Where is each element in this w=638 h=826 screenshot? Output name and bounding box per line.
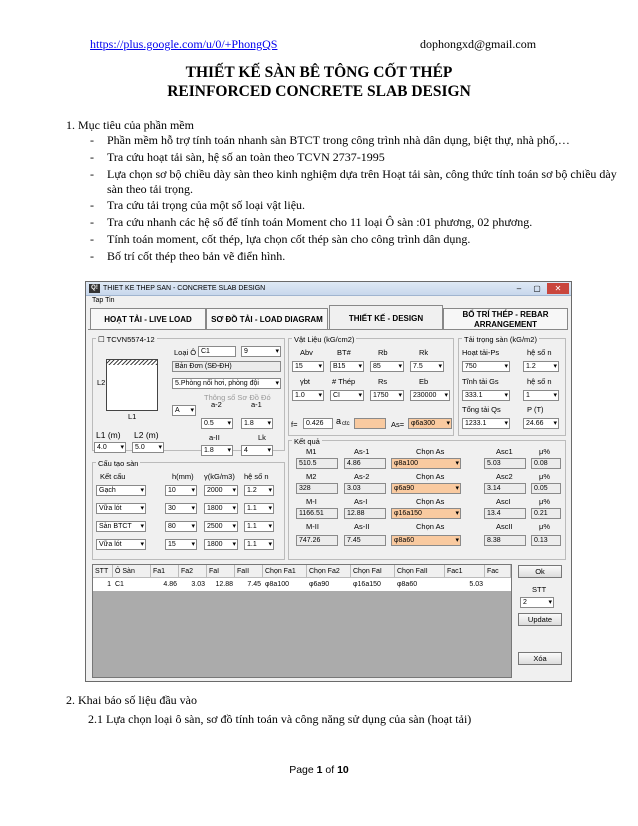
window-titlebar xyxy=(86,282,571,296)
grid-cell[interactable]: φ16a150 xyxy=(351,578,395,591)
layer-density-select[interactable]: 2500 ▾ xyxy=(204,521,238,532)
grid-cell[interactable]: 1 xyxy=(93,578,113,591)
res-header: M2 xyxy=(306,472,317,481)
slab-type-input[interactable]: C1 xyxy=(198,346,236,357)
email-address: dophongxd@gmail.com xyxy=(420,37,537,51)
lk-select[interactable]: 4 ▾ xyxy=(241,445,273,456)
diagram-l1-label: L1 xyxy=(128,412,137,421)
layer-density-select[interactable]: 1800 ▾ xyxy=(204,539,238,550)
res-value: 0.13 xyxy=(531,535,561,546)
layer-thickness-select[interactable]: 80 ▾ xyxy=(165,521,197,532)
grid-header[interactable]: Chọn Fa1 xyxy=(263,565,307,578)
mat-abv-label: Abv xyxy=(300,348,313,357)
res-value: 7.45 xyxy=(344,535,386,546)
mat-rb-label: Rb xyxy=(378,348,388,357)
tab-load-diagram[interactable]: SƠ ĐỒ TẢI - LOAD DIAGRAM xyxy=(206,308,328,329)
profile-link[interactable]: https://plus.google.com/u/0/+PhongQS xyxy=(90,37,278,51)
bullet-item: - Lựa chọn sơ bộ chiều dày sàn theo kinh nghiệm dựa trên Hoạt tải sàn, công thức tính toán sơ bộ chiều dày sàn theo tải trọng. xyxy=(90,167,617,196)
res-value: 8.38 xyxy=(484,535,526,546)
bullet-item: - Tra cứu tải trọng của một số loại vật liệu. xyxy=(90,198,306,212)
res-choose-as-select[interactable]: φ8a60 ▾ xyxy=(391,535,461,546)
live-load-select[interactable]: 750 ▾ xyxy=(462,361,510,372)
res-header: μ% xyxy=(539,447,550,456)
tab-design[interactable]: THIẾT KẾ - DESIGN xyxy=(329,305,443,330)
mat-eb-select[interactable]: 230000 ▾ xyxy=(410,390,450,401)
res-header: Asc2 xyxy=(496,472,513,481)
layer-factor-select[interactable]: 1.1 ▾ xyxy=(244,539,274,550)
update-button[interactable]: Update xyxy=(518,613,562,626)
grid-cell[interactable]: 12.88 xyxy=(207,578,235,591)
results-grid[interactable] xyxy=(92,564,512,678)
grid-cell[interactable]: 5.03 xyxy=(445,578,485,591)
tab-rebar-arrangement[interactable]: BỐ TRÍ THÉP - REBAR ARRANGEMENT xyxy=(443,308,568,329)
section-2-heading: 2. Khai báo số liệu đầu vào xyxy=(66,693,197,707)
grid-cell[interactable]: φ8a60 xyxy=(395,578,445,591)
mat-steel-label: # Thép xyxy=(332,377,356,386)
lk-label: Lk xyxy=(258,433,266,442)
stt-select[interactable]: 2 ▾ xyxy=(520,597,554,608)
a1-label: a-1 xyxy=(251,400,262,409)
res-header: As-2 xyxy=(354,472,370,481)
res-header: μ% xyxy=(539,497,550,506)
l1-label: L1 (m) xyxy=(96,430,121,440)
layer-density-select[interactable]: 1800 ▾ xyxy=(204,503,238,514)
grid-header[interactable]: FaI xyxy=(207,565,235,578)
p-label: P (T) xyxy=(527,405,544,414)
grid-header[interactable]: Chọn FaI xyxy=(351,565,395,578)
f-label: f= xyxy=(291,420,298,429)
layers-col-material: Kết cấu xyxy=(100,472,126,481)
bullet-item: - Tính toán moment, cốt thép, lựa chọn cốt thép sàn cho công trình dân dụng. xyxy=(90,232,471,246)
res-value: 747.26 xyxy=(296,535,338,546)
grid-cell[interactable]: φ8a100 xyxy=(263,578,307,591)
res-choose-as-select[interactable]: φ16a150 ▾ xyxy=(391,508,461,519)
as-label: As= xyxy=(391,420,405,429)
layer-material-select[interactable]: Sàn BTCT ▾ xyxy=(96,521,146,532)
dead-factor-label: hệ số n xyxy=(527,377,552,386)
layer-density-select[interactable]: 2000 ▾ xyxy=(204,485,238,496)
slab-layers-title: Cấu tạo sàn xyxy=(98,459,139,468)
bullet-item: - Bố trí cốt thép theo bản vẽ điển hình. xyxy=(90,249,286,263)
res-header: AscII xyxy=(496,522,513,531)
layer-material-select[interactable]: Vữa lót ▾ xyxy=(96,503,146,514)
diagram-params-label: Thông số Sơ Đồ Đó xyxy=(204,393,271,402)
layers-col-density: γ(kG/m3) xyxy=(204,472,235,481)
a-label: a xyxy=(336,416,342,426)
as-select[interactable]: φ6a300 ▾ xyxy=(408,418,452,429)
page-footer: Page 1 of 10 xyxy=(289,764,349,776)
res-value: 510.5 xyxy=(296,458,338,469)
grid-header[interactable]: Fac1 xyxy=(445,565,485,578)
mat-rk-label: Rk xyxy=(419,348,429,357)
res-header: Chọn As xyxy=(416,472,445,481)
app-window xyxy=(85,281,572,682)
ok-button[interactable]: Ok xyxy=(518,565,562,578)
res-header: AscI xyxy=(496,497,511,506)
tab-live-load[interactable]: HOẠT TẢI - LIVE LOAD xyxy=(90,308,206,329)
res-value: 4.86 xyxy=(344,458,386,469)
grid-cell[interactable]: C1 xyxy=(113,578,151,591)
grid-cell[interactable] xyxy=(485,578,511,591)
res-header: μ% xyxy=(539,472,550,481)
diagram-l2-label: L2 xyxy=(97,378,106,387)
res-value: 12.88 xyxy=(344,508,386,519)
f-field: 0.426 xyxy=(303,418,333,429)
grid-header[interactable]: STT xyxy=(93,565,113,578)
p-select[interactable]: 24.66 ▾ xyxy=(523,418,559,429)
layer-thickness-select[interactable]: 10 ▾ xyxy=(165,485,197,496)
res-value: 13.4 xyxy=(484,508,526,519)
res-choose-as-select[interactable]: φ6a90 ▾ xyxy=(391,483,461,494)
grid-cell[interactable]: 4.86 xyxy=(151,578,179,591)
app-logo-icon: Q! xyxy=(89,284,100,293)
a2-select[interactable]: 0.5 ▾ xyxy=(201,418,233,429)
loads-title: Tải trọng sàn (kG/m2) xyxy=(464,335,537,344)
grid-header[interactable]: Ô Sàn xyxy=(113,565,151,578)
grid-header[interactable]: Fa1 xyxy=(151,565,179,578)
grid-cell[interactable]: 3.03 xyxy=(179,578,207,591)
usage-select[interactable]: 5.Phòng nối hơi, phòng đội ▾ xyxy=(172,378,281,389)
ctc-label: ctc xyxy=(342,421,350,427)
a1-select[interactable]: 1.8 ▾ xyxy=(241,418,273,429)
slab-type-label: Loại Ô xyxy=(174,348,197,357)
l1-select[interactable]: 4.0 ▾ xyxy=(94,442,126,453)
layer-material-select[interactable]: Gạch ▾ xyxy=(96,485,146,496)
res-value: 3.03 xyxy=(344,483,386,494)
coef-type-select[interactable]: A ▾ xyxy=(172,405,196,416)
tcvn-checkbox[interactable]: ☐ TCVN5574-12 xyxy=(98,335,155,344)
res-value: 0.08 xyxy=(531,458,561,469)
grid-header[interactable]: Chọn FaII xyxy=(395,565,445,578)
live-load-label: Hoạt tải-Ps xyxy=(462,348,500,357)
l2-select[interactable]: 5.0 ▾ xyxy=(132,442,164,453)
bullet-item: - Phần mềm hỗ trợ tính toán nhanh sàn BTCT trong công trình nhà dân dụng, biệt thự, nhà phố,… xyxy=(90,133,570,147)
res-value: 328 xyxy=(296,483,338,494)
aII-label: a-II xyxy=(209,433,220,442)
delete-button[interactable]: Xóa xyxy=(518,652,562,665)
results-title: Kết quả xyxy=(294,437,320,446)
live-factor-select[interactable]: 1.2 ▾ xyxy=(523,361,559,372)
grid-header[interactable]: FaII xyxy=(235,565,263,578)
res-header: M1 xyxy=(306,447,317,456)
mat-rb-select[interactable]: 85 ▾ xyxy=(370,361,404,372)
layer-factor-select[interactable]: 1.2 ▾ xyxy=(244,485,274,496)
layers-col-thickness: h(mm) xyxy=(172,472,194,481)
window-title: THIET KE THEP SAN - CONCRETE SLAB DESIGN xyxy=(103,285,266,292)
res-value: 0.21 xyxy=(531,508,561,519)
mat-rs-label: Rs xyxy=(378,377,388,386)
res-header: Chọn As xyxy=(416,447,445,456)
mat-rk-select[interactable]: 7.5 ▾ xyxy=(410,361,444,372)
layer-factor-select[interactable]: 1.1 ▾ xyxy=(244,521,274,532)
maximize-icon[interactable]: ▢ xyxy=(533,284,541,293)
section-2-1-heading: 2.1 Lựa chọn loại ô sàn, sơ đồ tính toán và công năng sử dụng của sàn (hoạt tải) xyxy=(88,712,472,726)
mat-gamma-select[interactable]: 1.0 ▾ xyxy=(292,390,324,401)
spacing-field[interactable] xyxy=(354,418,386,429)
layer-thickness-select[interactable]: 15 ▾ xyxy=(165,539,197,550)
res-header: As-II xyxy=(354,522,370,531)
grid-header[interactable]: Fa2 xyxy=(179,565,207,578)
res-value: 5.03 xyxy=(484,458,526,469)
section-1-heading: 1. Mục tiêu của phần mềm xyxy=(66,118,194,132)
mat-eb-label: Eb xyxy=(419,377,429,386)
slab-type-number-select[interactable]: 9 ▾ xyxy=(241,346,281,357)
a2-label: a-2 xyxy=(211,400,222,409)
scheme-field: Bản Đơn (SĐ-ĐH) xyxy=(172,361,281,372)
mat-gamma-label: γbt xyxy=(300,377,311,386)
stt-label: STT xyxy=(532,585,547,594)
bullet-item: - Tra cứu nhanh các hệ số để tính toán Moment cho 11 loại Ô sàn :01 phương, 02 phương. xyxy=(90,215,533,229)
menu-file[interactable]: Tap Tin xyxy=(92,297,115,304)
close-icon[interactable]: ✕ xyxy=(547,283,569,294)
aII-select[interactable]: 1.8 ▾ xyxy=(201,445,233,456)
res-value: 3.14 xyxy=(484,483,526,494)
res-header: As-I xyxy=(354,497,368,506)
grid-cell[interactable]: φ6a90 xyxy=(307,578,351,591)
doc-title-en: REINFORCED CONCRETE SLAB DESIGN xyxy=(167,83,471,100)
res-header: Chọn As xyxy=(416,497,445,506)
grid-header[interactable]: Fac xyxy=(485,565,511,578)
dead-factor-select[interactable]: 1 ▾ xyxy=(523,390,559,401)
mat-bt-label: BT# xyxy=(337,348,351,357)
total-load-select[interactable]: 1233.1 ▾ xyxy=(462,418,510,429)
res-header: M-II xyxy=(306,522,319,531)
mat-steel-select[interactable]: CI ▾ xyxy=(330,390,364,401)
slab-diagram xyxy=(106,359,158,411)
grid-cell[interactable]: 7.45 xyxy=(235,578,263,591)
res-value: 1166.51 xyxy=(296,508,338,519)
mat-rs-select[interactable]: 1750 ▾ xyxy=(370,390,404,401)
minimize-icon[interactable]: – xyxy=(516,284,522,293)
res-header: μ% xyxy=(539,522,550,531)
l2-label: L2 (m) xyxy=(134,430,159,440)
res-value: 0.05 xyxy=(531,483,561,494)
doc-title-vi: THIẾT KẾ SÀN BÊ TÔNG CỐT THÉP xyxy=(185,64,453,81)
layer-material-select[interactable]: Vữa lót ▾ xyxy=(96,539,146,550)
total-load-label: Tổng tải Qs xyxy=(462,405,501,414)
dead-load-label: Tĩnh tải Gs xyxy=(462,377,499,386)
materials-title: Vật Liệu (kG/cm2) xyxy=(294,335,355,344)
slab-support-hatch xyxy=(106,359,158,365)
mat-abv-select[interactable]: 15 ▾ xyxy=(292,361,324,372)
res-header: Chọn As xyxy=(416,522,445,531)
layer-thickness-select[interactable]: 30 ▾ xyxy=(165,503,197,514)
tab-divider xyxy=(88,329,568,330)
res-header: M-I xyxy=(306,497,317,506)
live-factor-label: hệ số n xyxy=(527,348,552,357)
mat-bt-select[interactable]: B15 ▾ xyxy=(330,361,364,372)
res-choose-as-select[interactable]: φ8a100 ▾ xyxy=(391,458,461,469)
grid-header[interactable]: Chọn Fa2 xyxy=(307,565,351,578)
layers-col-factor: hệ số n xyxy=(244,472,269,481)
dead-load-select[interactable]: 333.1 ▾ xyxy=(462,390,510,401)
bullet-item: - Tra cứu hoạt tải sàn, hệ số an toàn theo TCVN 2737-1995 xyxy=(90,150,385,164)
res-header: As-1 xyxy=(354,447,370,456)
layer-factor-select[interactable]: 1.1 ▾ xyxy=(244,503,274,514)
res-header: Asc1 xyxy=(496,447,513,456)
